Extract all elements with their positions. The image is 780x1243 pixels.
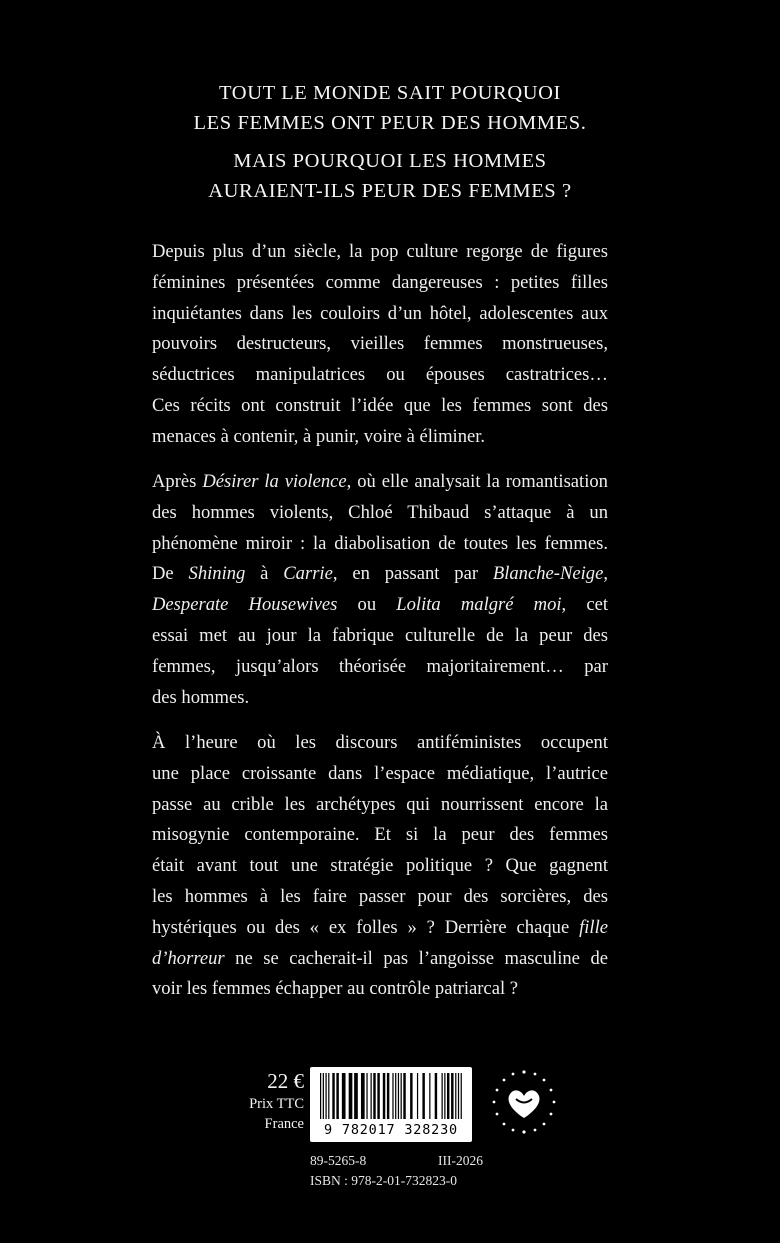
barcode-digits: 9 782017 328230 (324, 1122, 458, 1138)
text-line: inquiétantes dans les couloirs d’un hôtel, adolescentes aux (152, 302, 608, 324)
text-line: les hommes à les faire passer pour des sorcières, des (152, 885, 608, 907)
text-line: séductrices manipulatrices ou épouses castratrices… (152, 364, 608, 386)
barcode-bar (323, 1073, 324, 1119)
headline-part-1 (100, 78, 680, 138)
headline-line: MAIS POURQUOI LES HOMMES (233, 150, 547, 172)
barcode-bar (325, 1073, 326, 1119)
headline-line: TOUT LE MONDE SAIT POURQUOI (219, 82, 561, 104)
price-amount: 22 € (267, 1069, 304, 1093)
text-line: d’horreur ne se cacherait-il pas l’angoisse masculine de (152, 947, 608, 969)
barcode-bar (458, 1073, 459, 1119)
text-line: À l’heure où les discours antiféministes occupent (152, 732, 608, 753)
text-line: hystériques ou des « ex folles » ? Derrière chaque fille (152, 916, 608, 938)
text-line: misogynie contemporaine. Et si la peur des femmes (152, 824, 608, 846)
price-label-country: France (264, 1116, 304, 1132)
barcode-bar (455, 1073, 456, 1119)
text-line: féminines présentées comme dangereuses : petites filles (152, 271, 608, 293)
work-title-italic: Shining (188, 563, 246, 585)
barcode-bar (354, 1073, 358, 1119)
publisher-logo-icon (488, 1066, 560, 1138)
barcode-bar (410, 1073, 412, 1119)
barcode-bar (422, 1073, 424, 1119)
barcode-bar (435, 1073, 437, 1119)
isbn-barcode (310, 1067, 472, 1142)
text-line: était avant tout une stratégie politique ? Que gagnent (152, 855, 608, 877)
barcode-bar (320, 1073, 321, 1119)
barcode-bar (342, 1073, 346, 1119)
text-line: Desperate Housewives ou Lolita malgré moi, cet (152, 594, 609, 616)
barcode-bar (387, 1073, 389, 1119)
barcode-bar (366, 1073, 367, 1119)
blurb-paragraph-2 (152, 467, 608, 713)
text-line: Depuis plus d’un siècle, la pop culture regorge de figures (152, 241, 608, 262)
barcode-bar (444, 1073, 445, 1119)
work-title-italic: Lolita malgré moi (396, 594, 562, 616)
text-line: passe au crible les archétypes qui nourrissent encore la (152, 793, 608, 815)
book-title-italic: Désirer la violence (202, 471, 347, 492)
work-title-italic: Blanche-Neige (492, 563, 604, 585)
barcode-bar (377, 1073, 379, 1119)
blurb-paragraph-1 (152, 237, 608, 453)
emphasis-italic: d’horreur (152, 947, 225, 969)
headline-line: LES FEMMES ONT PEUR DES HOMMES. (193, 112, 587, 134)
work-title-italic: Desperate Housewives (152, 594, 338, 616)
barcode-bar (349, 1073, 353, 1119)
barcode-bar (392, 1073, 393, 1119)
barcode-bar (403, 1073, 405, 1119)
text-line: des hommes. (152, 686, 250, 708)
barcode-bar (383, 1073, 385, 1119)
barcode-bar (447, 1073, 449, 1119)
barcode-bar (461, 1073, 462, 1119)
emphasis-italic: fille (579, 916, 608, 938)
barcode-bars-icon (320, 1073, 462, 1123)
text-line: menaces à contenir, à punir, voire à éliminer. (152, 425, 486, 447)
barcode-bar (336, 1073, 338, 1119)
barcode-bar (401, 1073, 402, 1119)
isbn-number: ISBN : 978-2-01-732823-0 (310, 1173, 457, 1188)
barcode-bar (451, 1073, 453, 1119)
barcode-bar (417, 1073, 418, 1119)
blurb-paragraph-3 (152, 728, 608, 1005)
text-line: De Shining à Carrie, en passant par Blanche-Neige, (152, 563, 608, 585)
headline-part-2 (100, 146, 680, 206)
text-line: voir les femmes échapper au contrôle patriarcal ? (152, 978, 519, 1000)
barcode-bar (395, 1073, 396, 1119)
barcode-bar (361, 1073, 365, 1119)
barcode-bar (429, 1073, 430, 1119)
edition-date: III-2026 (438, 1153, 483, 1168)
barcode-bar (328, 1073, 329, 1119)
text-line: Ces récits ont construit l’idée que les femmes sont des (152, 394, 608, 416)
headline-line: AURAIENT-ILS PEUR DES FEMMES ? (208, 180, 572, 202)
barcode-bar (398, 1073, 399, 1119)
text-line: phénomène miroir : la diabolisation de toutes les femmes. (152, 532, 608, 554)
barcode-bar (373, 1073, 375, 1119)
text-line: Après Désirer la violence, où elle analysait la romantisation (152, 471, 608, 492)
text-line: une place croissante dans l’espace médiatique, l’autrice (152, 762, 608, 784)
barcode-bar (371, 1073, 372, 1119)
text-line: pouvoirs destructeurs, vieilles femmes monstrueuses, (152, 333, 608, 355)
text-line: essai met au jour la fabrique culturelle de la peur des (152, 624, 608, 646)
text-line: des hommes violents, Chloé Thibaud s’attaque à un (152, 501, 608, 523)
barcode-bar (332, 1073, 334, 1119)
reference-code: 89-5265-8 (310, 1153, 367, 1168)
text-line: femmes, jusqu’alors théorisée majoritairement… par (152, 655, 608, 677)
work-title-italic: Carrie (283, 563, 333, 585)
price-block (212, 1068, 304, 1134)
price-label-ttc: Prix TTC (249, 1096, 304, 1112)
barcode-bar (442, 1073, 443, 1119)
